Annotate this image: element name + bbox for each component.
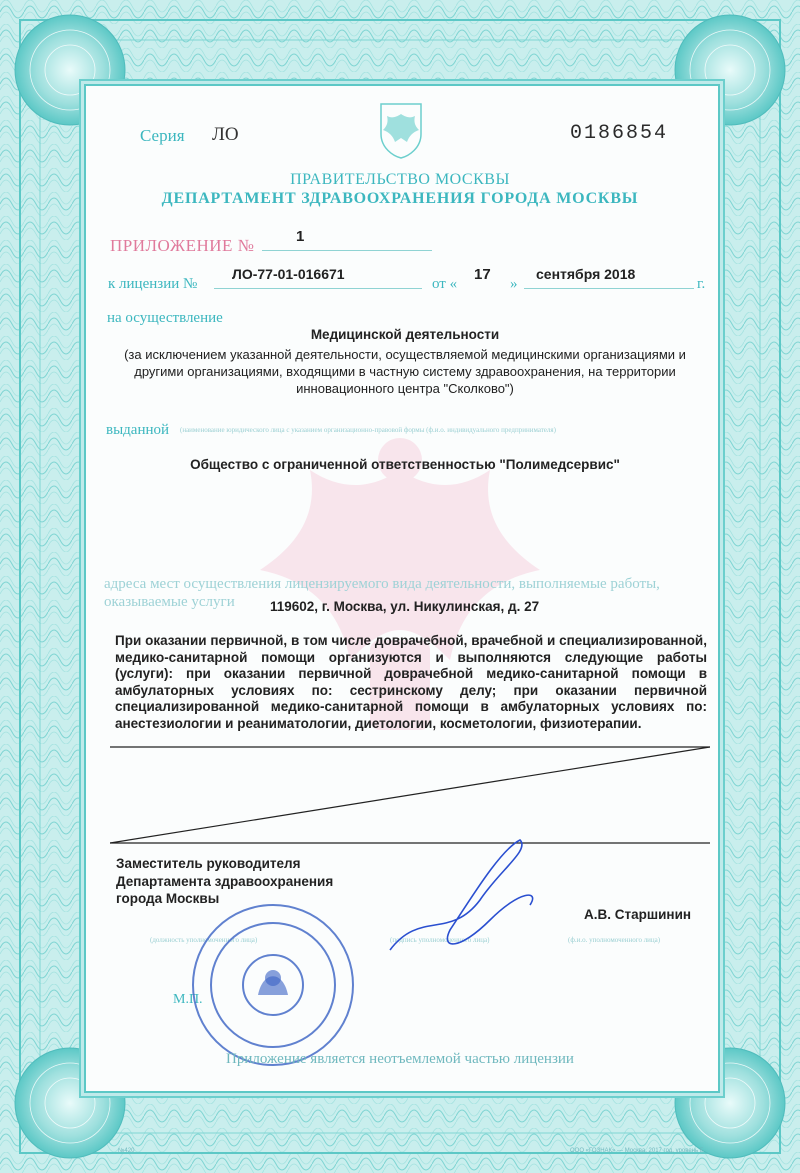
license-number: ЛО-77-01-016671 — [232, 266, 345, 282]
license-date-quote: » — [510, 276, 518, 292]
seal-place-label: М.П. — [173, 992, 203, 1007]
footer-note: Приложение является неотъемлемой частью лицензии — [226, 1051, 574, 1067]
address-value: 119602, г. Москва, ул. Никулинская, д. 27 — [270, 599, 540, 614]
license-month-year: сентября 2018 — [536, 266, 636, 282]
license-date-line — [524, 288, 694, 289]
license-day: 17 — [474, 266, 491, 283]
handwritten-signature-icon — [380, 830, 550, 970]
appendix-number: 1 — [296, 228, 305, 245]
signatory-position-hint: (должность уполномоченного лица) — [150, 936, 258, 944]
activity-note: (за исключением указанной деятельности, осуществляемой медицинскими организациями и другими организациями, входящими в частную систему здравоохранения, на территории инновационного центра "Сколково") — [124, 347, 686, 396]
activity-title: Медицинской деятельности — [310, 327, 500, 342]
signature-hint: (подпись уполномоченного лица) — [390, 936, 490, 944]
organization-name: Общество с ограниченной ответственностью "Полимедсервис" — [190, 457, 620, 472]
issued-label: выданной — [106, 422, 170, 438]
issued-hint: (наименование юридического лица с указанием организационно-правовой формы (ф.и.о. индивидуального предпринимателя) — [180, 426, 556, 434]
series-label: Серия — [140, 126, 185, 145]
series-value: ЛО — [212, 124, 239, 145]
department-title: ДЕПАРТАМЕНТ ЗДРАВООХРАНЕНИЯ ГОРОДА МОСКВЫ — [161, 190, 639, 207]
license-year-suffix: г. — [697, 276, 706, 292]
signatory-name: А.В. Старшинин — [584, 907, 692, 922]
license-date-label: от « — [432, 276, 458, 292]
print-code-right: ООО «ГОЗНАК» — Москва, 2017 год, уровень Б — [570, 1148, 704, 1154]
print-code-left: №420 — [118, 1148, 135, 1154]
license-label: к лицензии № — [108, 276, 198, 292]
coat-of-arms-icon — [375, 100, 427, 160]
signatory-position: Заместитель руководителя Департамента здравоохранения города Москвы — [116, 856, 334, 906]
form-number: 0186854 — [570, 122, 669, 145]
address-label: адреса мест осуществления лицензируемого вида деятельности, выполняемые работы, оказываемые услуги — [104, 576, 660, 610]
official-stamp-icon — [188, 900, 358, 1070]
government-title: ПРАВИТЕЛЬСТВО МОСКВЫ — [290, 171, 510, 188]
activity-label: на осуществление — [107, 310, 223, 326]
works-text: При оказании первичной, в том числе доврачебной, врачебной и специализированной, медико-санитарной помощи организуются и выполняются следующие работы (услуги): при оказании первичной доврачебной медико-санитарной помощи в амбулаторных условиях по: сестринскому делу; при оказании первичной специализированной медико-санитарной помощи в амбулаторных условиях по: анестезиологии и реаниматологии, диетологии, косметологии, физиотерапии. — [115, 633, 707, 731]
license-number-line — [214, 288, 422, 289]
signatory-name-hint: (ф.и.о. уполномоченного лица) — [568, 936, 661, 944]
appendix-label: ПРИЛОЖЕНИЕ № — [110, 236, 255, 255]
appendix-number-line — [262, 250, 432, 251]
